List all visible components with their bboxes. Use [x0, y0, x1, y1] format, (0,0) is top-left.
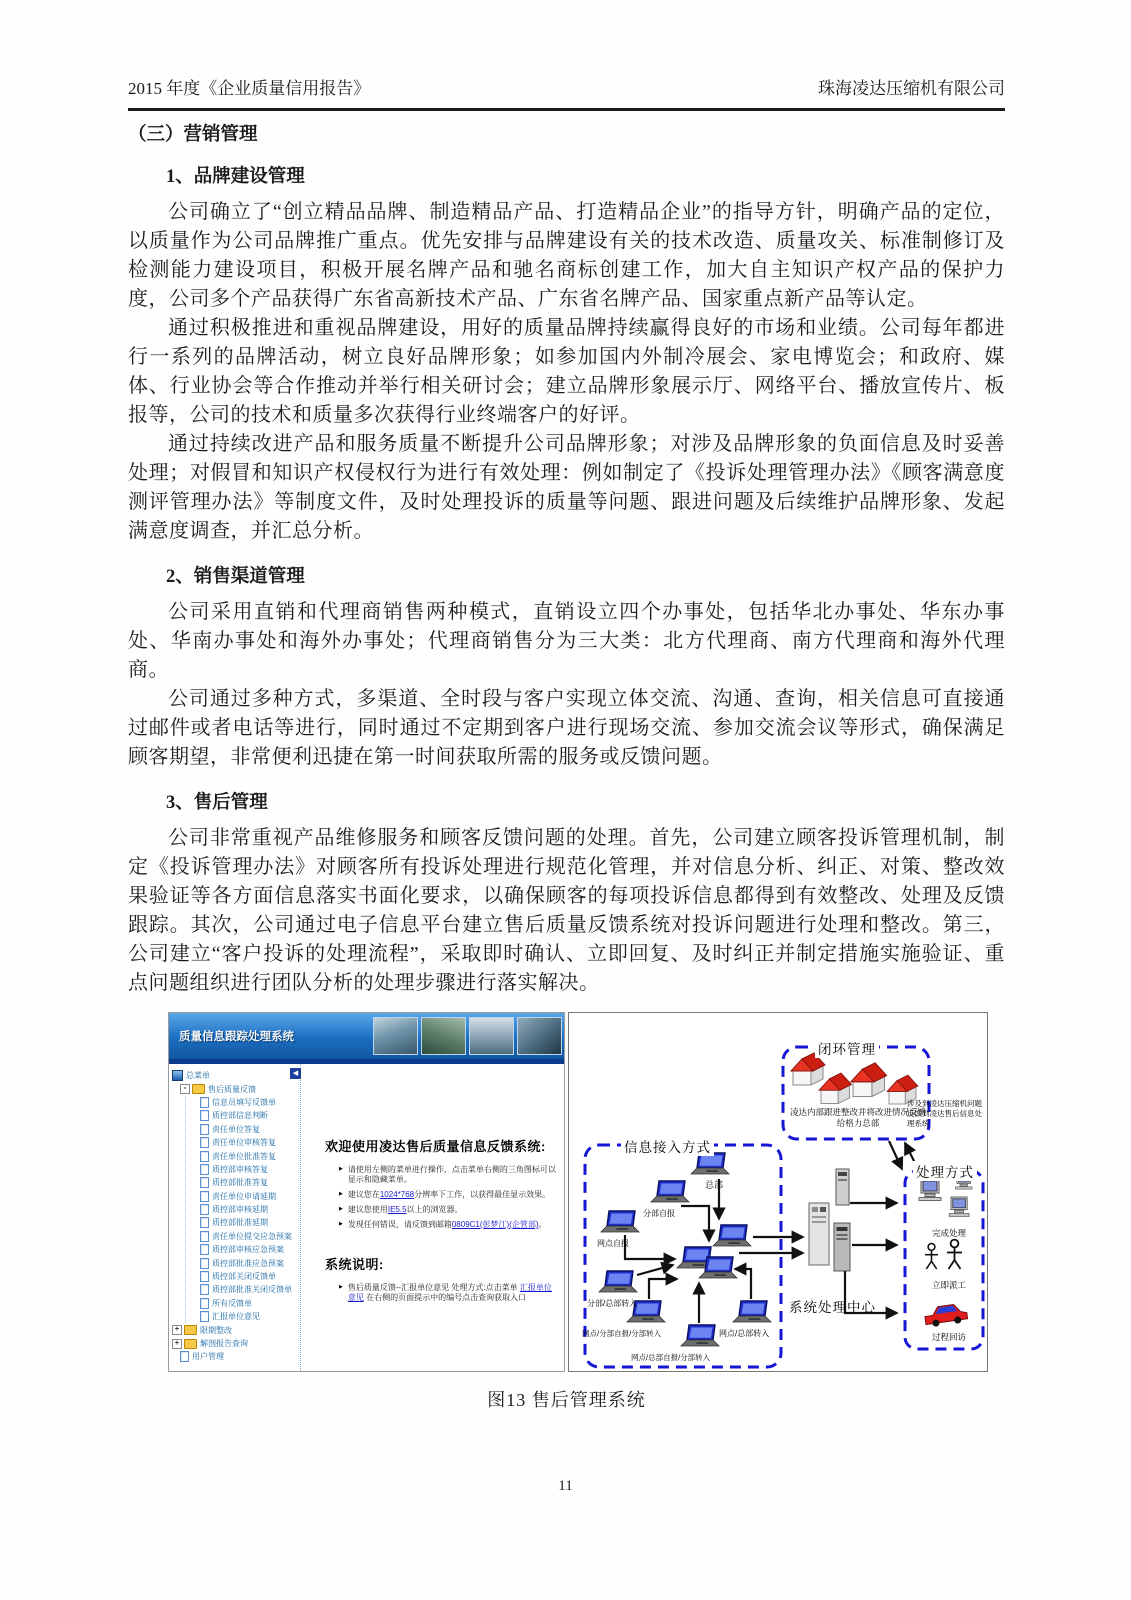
- info-access-title: 信息接入方式: [621, 1136, 714, 1156]
- tree-menu-item[interactable]: 责任单位提交应急预案: [200, 1230, 299, 1243]
- figure-caption: 图13 售后管理系统: [487, 1390, 646, 1410]
- inline-link[interactable]: 0809C1(彭梦江)(企管部): [451, 1220, 539, 1229]
- document-icon: [200, 1097, 209, 1108]
- house-icon: [819, 1073, 851, 1103]
- bullet-arrow-icon: ▶: [339, 1206, 343, 1212]
- tree-item-user-management[interactable]: 用户管理: [180, 1350, 299, 1363]
- subsection-heading-1: 1、品牌建设管理: [166, 167, 305, 187]
- laptop-icon: [733, 1301, 771, 1322]
- document-icon: [200, 1164, 209, 1175]
- laptop-icon: [599, 1271, 637, 1292]
- desktop-icon: [949, 1197, 969, 1216]
- document-icon: [200, 1258, 209, 1269]
- welcome-bullet: ▶ 请使用左侧的菜单进行操作，点击菜单右侧的三角图标可以显示和隐藏菜单。: [339, 1165, 556, 1184]
- figure-13: [168, 1012, 1005, 1372]
- factory-photo-icon: [517, 1017, 562, 1055]
- inline-link[interactable]: IE5.5: [387, 1205, 407, 1214]
- welcome-bullets: [325, 1165, 556, 1230]
- closed-loop-caption: 凌达内部跟进整改并将改进情况反馈给格力总部: [789, 1107, 926, 1128]
- document-icon: [180, 1351, 189, 1362]
- app-menu-tree: [169, 1064, 301, 1371]
- document-icon: [200, 1298, 209, 1309]
- paragraph: 通过积极推进和重视品牌建设，用好的质量品牌持续赢得良好的市场和业绩。公司每年都进行一系列的品牌活动，树立良好品牌形象；如参加国内外制冷展会、家电博览会；和政府、媒体、行业协会等合作推动并举行相关研讨会；建立品牌形象展示厅、网络平台、播放宣传片、板报等，公司的技术和质量多次获得行业终端客户的好评。: [128, 317, 1005, 426]
- report-title: 2015 年度《企业质量信用报告》: [128, 79, 371, 98]
- document-icon: [200, 1137, 209, 1148]
- document-icon: [200, 1204, 209, 1215]
- closed-loop-title: 闭环管理: [815, 1038, 879, 1058]
- document-icon: [200, 1217, 209, 1228]
- paragraph: 公司采用直销和代理商销售两种模式，直销设立四个办事处，包括华北办事处、华东办事处、华南办事处和海外办事处；代理商销售分为三大类：北方代理商、南方代理商和海外代理商。: [128, 601, 1005, 681]
- tree-folder-after-sales[interactable]: - 售后质量反馈: [180, 1082, 299, 1095]
- tree-menu-item[interactable]: 所有反馈单: [200, 1297, 299, 1310]
- processing-item-complete: 完成处理: [931, 1228, 966, 1238]
- tree-menu-item[interactable]: 质控部关闭反馈单: [200, 1270, 299, 1283]
- welcome-bullet: ▶ 建议您使用IE5.5以上的浏览器。: [339, 1205, 463, 1214]
- bullet-arrow-icon: ▶: [339, 1221, 343, 1227]
- tree-menu-item[interactable]: 责任单位批准答复: [200, 1149, 299, 1162]
- tree-bottom-folders: [172, 1323, 299, 1350]
- node-label-outlet-branch-transfer: 网点/分部自报/分部转入: [582, 1329, 662, 1338]
- sidebar-collapse-button[interactable]: ◀: [290, 1068, 301, 1079]
- tree-menu-item[interactable]: 责任单位审核答复: [200, 1136, 299, 1149]
- tree-menu-item[interactable]: 质控部批准延期: [200, 1216, 299, 1229]
- inline-link[interactable]: 汇报单位意见: [347, 1283, 552, 1302]
- laptop-icon: [601, 1211, 639, 1232]
- paragraph: 公司通过多种方式，多渠道、全时段与客户实现立体交流、沟通、查询，相关信息可直接通过邮件或者电话等进行，同时通过不定期到客户进行现场交流、参加交流会议等形式，确保满足顾客期望，非常便利迅捷在第一时间获取所需的服务或反馈问题。: [128, 688, 1005, 768]
- tree-menu-item[interactable]: 信息员填写反馈单: [200, 1096, 299, 1109]
- tree-menu-item[interactable]: 责任单位申请延期: [200, 1190, 299, 1203]
- subsection-heading-3: 3、售后管理: [166, 793, 268, 813]
- system-note-bullet: ▶ 售后质量反馈--汇报单位意见 处理方式:点击菜单 汇报单位意见 在右侧的页面提示中的编号点击查询获取入口: [339, 1283, 552, 1302]
- factory-photo-icon: [469, 1017, 514, 1055]
- factory-photo-icon: [373, 1017, 418, 1055]
- bullet-arrow-icon: ▶: [339, 1284, 343, 1290]
- processing-item-dispatch: 立即派工: [931, 1280, 966, 1290]
- app-main-area: [301, 1064, 564, 1371]
- server-icon: [836, 1169, 849, 1205]
- section-title: （三）营销管理: [128, 125, 258, 145]
- tree-menu-item[interactable]: 质控部审核答复: [200, 1163, 299, 1176]
- subsection-body-1: [128, 198, 1005, 546]
- house-icon: [851, 1063, 887, 1097]
- tree-folder-item[interactable]: + 限期整改: [172, 1323, 299, 1336]
- tree-root-item[interactable]: 总菜单: [172, 1069, 299, 1082]
- worker-icon: [925, 1244, 938, 1269]
- processing-title: 处理方式: [913, 1161, 977, 1181]
- service-car-icon: [924, 1303, 968, 1328]
- laptop-icon: [651, 1181, 689, 1202]
- factory-photo-icon: [421, 1017, 466, 1055]
- document-icon: [200, 1284, 209, 1295]
- tree-menu-item[interactable]: 责任单位答复: [200, 1123, 299, 1136]
- side-note: 涉及到凌达压缩机问题反馈到凌达售后信息处理系统: [907, 1099, 982, 1128]
- page-number: 11: [558, 1478, 573, 1494]
- welcome-title: 欢迎使用凌达售后质量信息反馈系统:: [325, 1139, 546, 1154]
- document-icon: [200, 1177, 209, 1188]
- tree-folder-item[interactable]: + 解剖报告查询: [172, 1337, 299, 1350]
- tree-menu-item[interactable]: 质控部信息判断: [200, 1109, 299, 1122]
- app-header-bar: [169, 1013, 564, 1059]
- after-sales-flow-diagram: [568, 1012, 988, 1372]
- subsection-body-3: [128, 824, 1005, 998]
- welcome-bullet: ▶ 建议您在1024*768分辨率下工作，以获得最佳显示效果。: [339, 1190, 551, 1199]
- node-label-branch-self-report: 分部自报: [643, 1209, 675, 1218]
- header-photo-strip: [373, 1017, 562, 1055]
- tree-menu-item[interactable]: 质控部审核应急预案: [200, 1243, 299, 1256]
- flow-diagram-graphics: [569, 1013, 987, 1371]
- laptop-icon: [681, 1325, 719, 1346]
- document-icon: [200, 1311, 209, 1322]
- tree-menu-item[interactable]: 质控部批准应急预案: [200, 1256, 299, 1269]
- tree-children: [185, 1096, 299, 1324]
- bullet-arrow-icon: ▶: [339, 1191, 343, 1197]
- bullet-arrow-icon: ▶: [339, 1166, 343, 1172]
- server-icon: [809, 1203, 829, 1265]
- node-label-outlet-hq-branch-transfer: 网点/总部自报/分部转入: [631, 1353, 711, 1362]
- processing-item-followup: 过程回访: [931, 1332, 966, 1342]
- app-title: 质量信息跟踪处理系统: [179, 1031, 294, 1043]
- server-icon: [834, 1223, 850, 1271]
- tree-menu-item[interactable]: 质控部审核延期: [200, 1203, 299, 1216]
- collapse-minus-icon[interactable]: [180, 1084, 190, 1094]
- document-icon: [200, 1110, 209, 1121]
- running-header: [128, 74, 1005, 111]
- inline-link[interactable]: 1024*768: [379, 1190, 415, 1199]
- node-label-branch-hq-transfer: 分部/总部转入: [587, 1299, 638, 1308]
- subsection-heading-2: 2、销售渠道管理: [166, 567, 305, 587]
- document-icon: [200, 1231, 209, 1242]
- folder-icon: [184, 1339, 197, 1349]
- desktop-icon: [919, 1179, 941, 1201]
- document-icon: [200, 1124, 209, 1135]
- company-name: 珠海凌达压缩机有限公司: [818, 79, 1005, 98]
- tree-menu-item[interactable]: 汇报单位意见: [200, 1310, 299, 1323]
- tree-menu-item[interactable]: 质控部批准关闭反馈单: [200, 1283, 299, 1296]
- document-icon: [200, 1271, 209, 1282]
- folder-icon: [184, 1325, 197, 1335]
- laptop-icon: [691, 1153, 729, 1174]
- node-label-outlet-self-report: 网点自报: [597, 1239, 629, 1248]
- laptop-icon: [713, 1225, 751, 1246]
- paragraph: 通过持续改进产品和服务质量不断提升公司品牌形象；对涉及品牌形象的负面信息及时妥善处理；对假冒和知识产权侵权行为进行有效处理：例如制定了《投诉处理管理办法》《顾客满意度测评管理办法》等制度文件，及时处理投诉的质量等问题、跟进问题及后续维护品牌形象、发起满意度调查，并汇总分析。: [128, 433, 1005, 542]
- node-label-headquarters: 总部: [705, 1180, 724, 1190]
- after-sales-app-panel: [168, 1012, 565, 1372]
- folder-icon: [192, 1084, 205, 1094]
- paragraph: 公司确立了“创立精品品牌、制造精品产品、打造精品企业”的指导方针，明确产品的定位，以质量作为公司品牌推广重点。优先安排与品牌建设有关的技术改造、质量攻关、标准制修订及检测能力建设项目，积极开展名牌产品和驰名商标创建工作，加大自主知识产权产品的保护力度，公司多个产品获得广东省高新技术产品、广东省名牌产品、国家重点新产品等认定。: [128, 201, 1005, 310]
- paragraph: 公司非常重视产品维修服务和顾客反馈问题的处理。首先，公司建立顾客投诉管理机制，制定《投诉管理办法》对顾客所有投诉处理进行规范化管理，并对信息分析、纠正、对策、整改效果验证等各方面信息落实书面化要求，以确保顾客的每项投诉信息都得到有效整改、处理及反馈跟踪。其次，公司通过电子信息平台建立售后质量反馈系统对投诉问题进行处理和整改。第三，公司建立“客户投诉的处理流程”，采取即时确认、立即回复、及时纠正并制定措施实施验证、重点问题组织进行团队分析的处理步骤进行落实解决。: [128, 827, 1005, 994]
- system-notes-title: 系统说明:: [325, 1257, 384, 1272]
- subsection-body-2: [128, 598, 1005, 772]
- document-icon: [200, 1151, 209, 1162]
- system-notes-bullets: [325, 1283, 556, 1303]
- welcome-bullet: ▶ 发现任何错误，请反馈到邮箱0809C1(彭梦江)(企管部)。: [339, 1220, 547, 1229]
- node-label-outlet-hq-transfer: 网点/总部转入: [719, 1329, 770, 1338]
- worker-icon: [947, 1240, 962, 1269]
- document-icon: [200, 1244, 209, 1255]
- expand-plus-icon[interactable]: [172, 1339, 182, 1349]
- tree-menu-item[interactable]: 质控部批准答复: [200, 1176, 299, 1189]
- expand-plus-icon[interactable]: [172, 1325, 182, 1335]
- system-processing-center-label: 系统处理中心: [789, 1300, 876, 1315]
- main-menu-icon: [172, 1070, 183, 1081]
- document-icon: [200, 1191, 209, 1202]
